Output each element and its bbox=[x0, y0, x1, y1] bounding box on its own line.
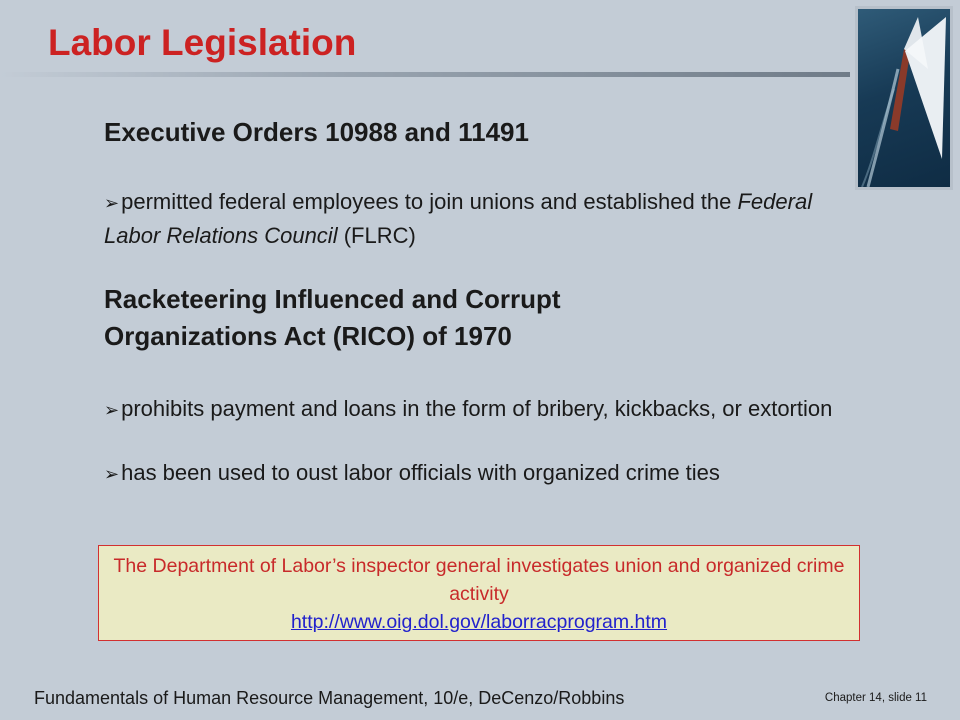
right-arrowhead-icon: ➢ bbox=[104, 400, 120, 421]
note-text: The Department of Labor’s inspector general investigates union and organized crime activity bbox=[113, 555, 845, 605]
section2-heading-line2: Organizations Act (RICO) of 1970 bbox=[104, 321, 512, 351]
sailboat-photo bbox=[855, 6, 953, 190]
footer-book-title: Fundamentals of Human Resource Management, 10/e, DeCenzo/Robbins bbox=[34, 688, 625, 708]
footer-slide-number: Chapter 14, slide 11 bbox=[824, 692, 927, 704]
dol-oig-link[interactable]: http://www.oig.dol.gov/laborracprogram.htm bbox=[290, 611, 668, 633]
title-underline bbox=[0, 72, 850, 77]
slide-title: Labor Legislation bbox=[48, 22, 357, 63]
flrc-name: Federal Labor Relations Council bbox=[104, 189, 813, 248]
note-box bbox=[98, 545, 860, 641]
right-arrowhead-icon: ➢ bbox=[104, 464, 120, 485]
section1-bullet: ➢permitted federal employees to join unions and established the Federal Labor Relations Council (FLRC) bbox=[104, 189, 813, 248]
section1-heading: Executive Orders 10988 and 11491 bbox=[104, 117, 529, 147]
section2-heading-line1: Racketeering Influenced and Corrupt bbox=[104, 284, 561, 314]
right-arrowhead-icon: ➢ bbox=[104, 193, 120, 214]
section2-bullet-2: ➢has been used to oust labor officials with organized crime ties bbox=[104, 460, 720, 485]
section2-bullet-1: ➢prohibits payment and loans in the form of bribery, kickbacks, or extortion bbox=[104, 396, 833, 421]
